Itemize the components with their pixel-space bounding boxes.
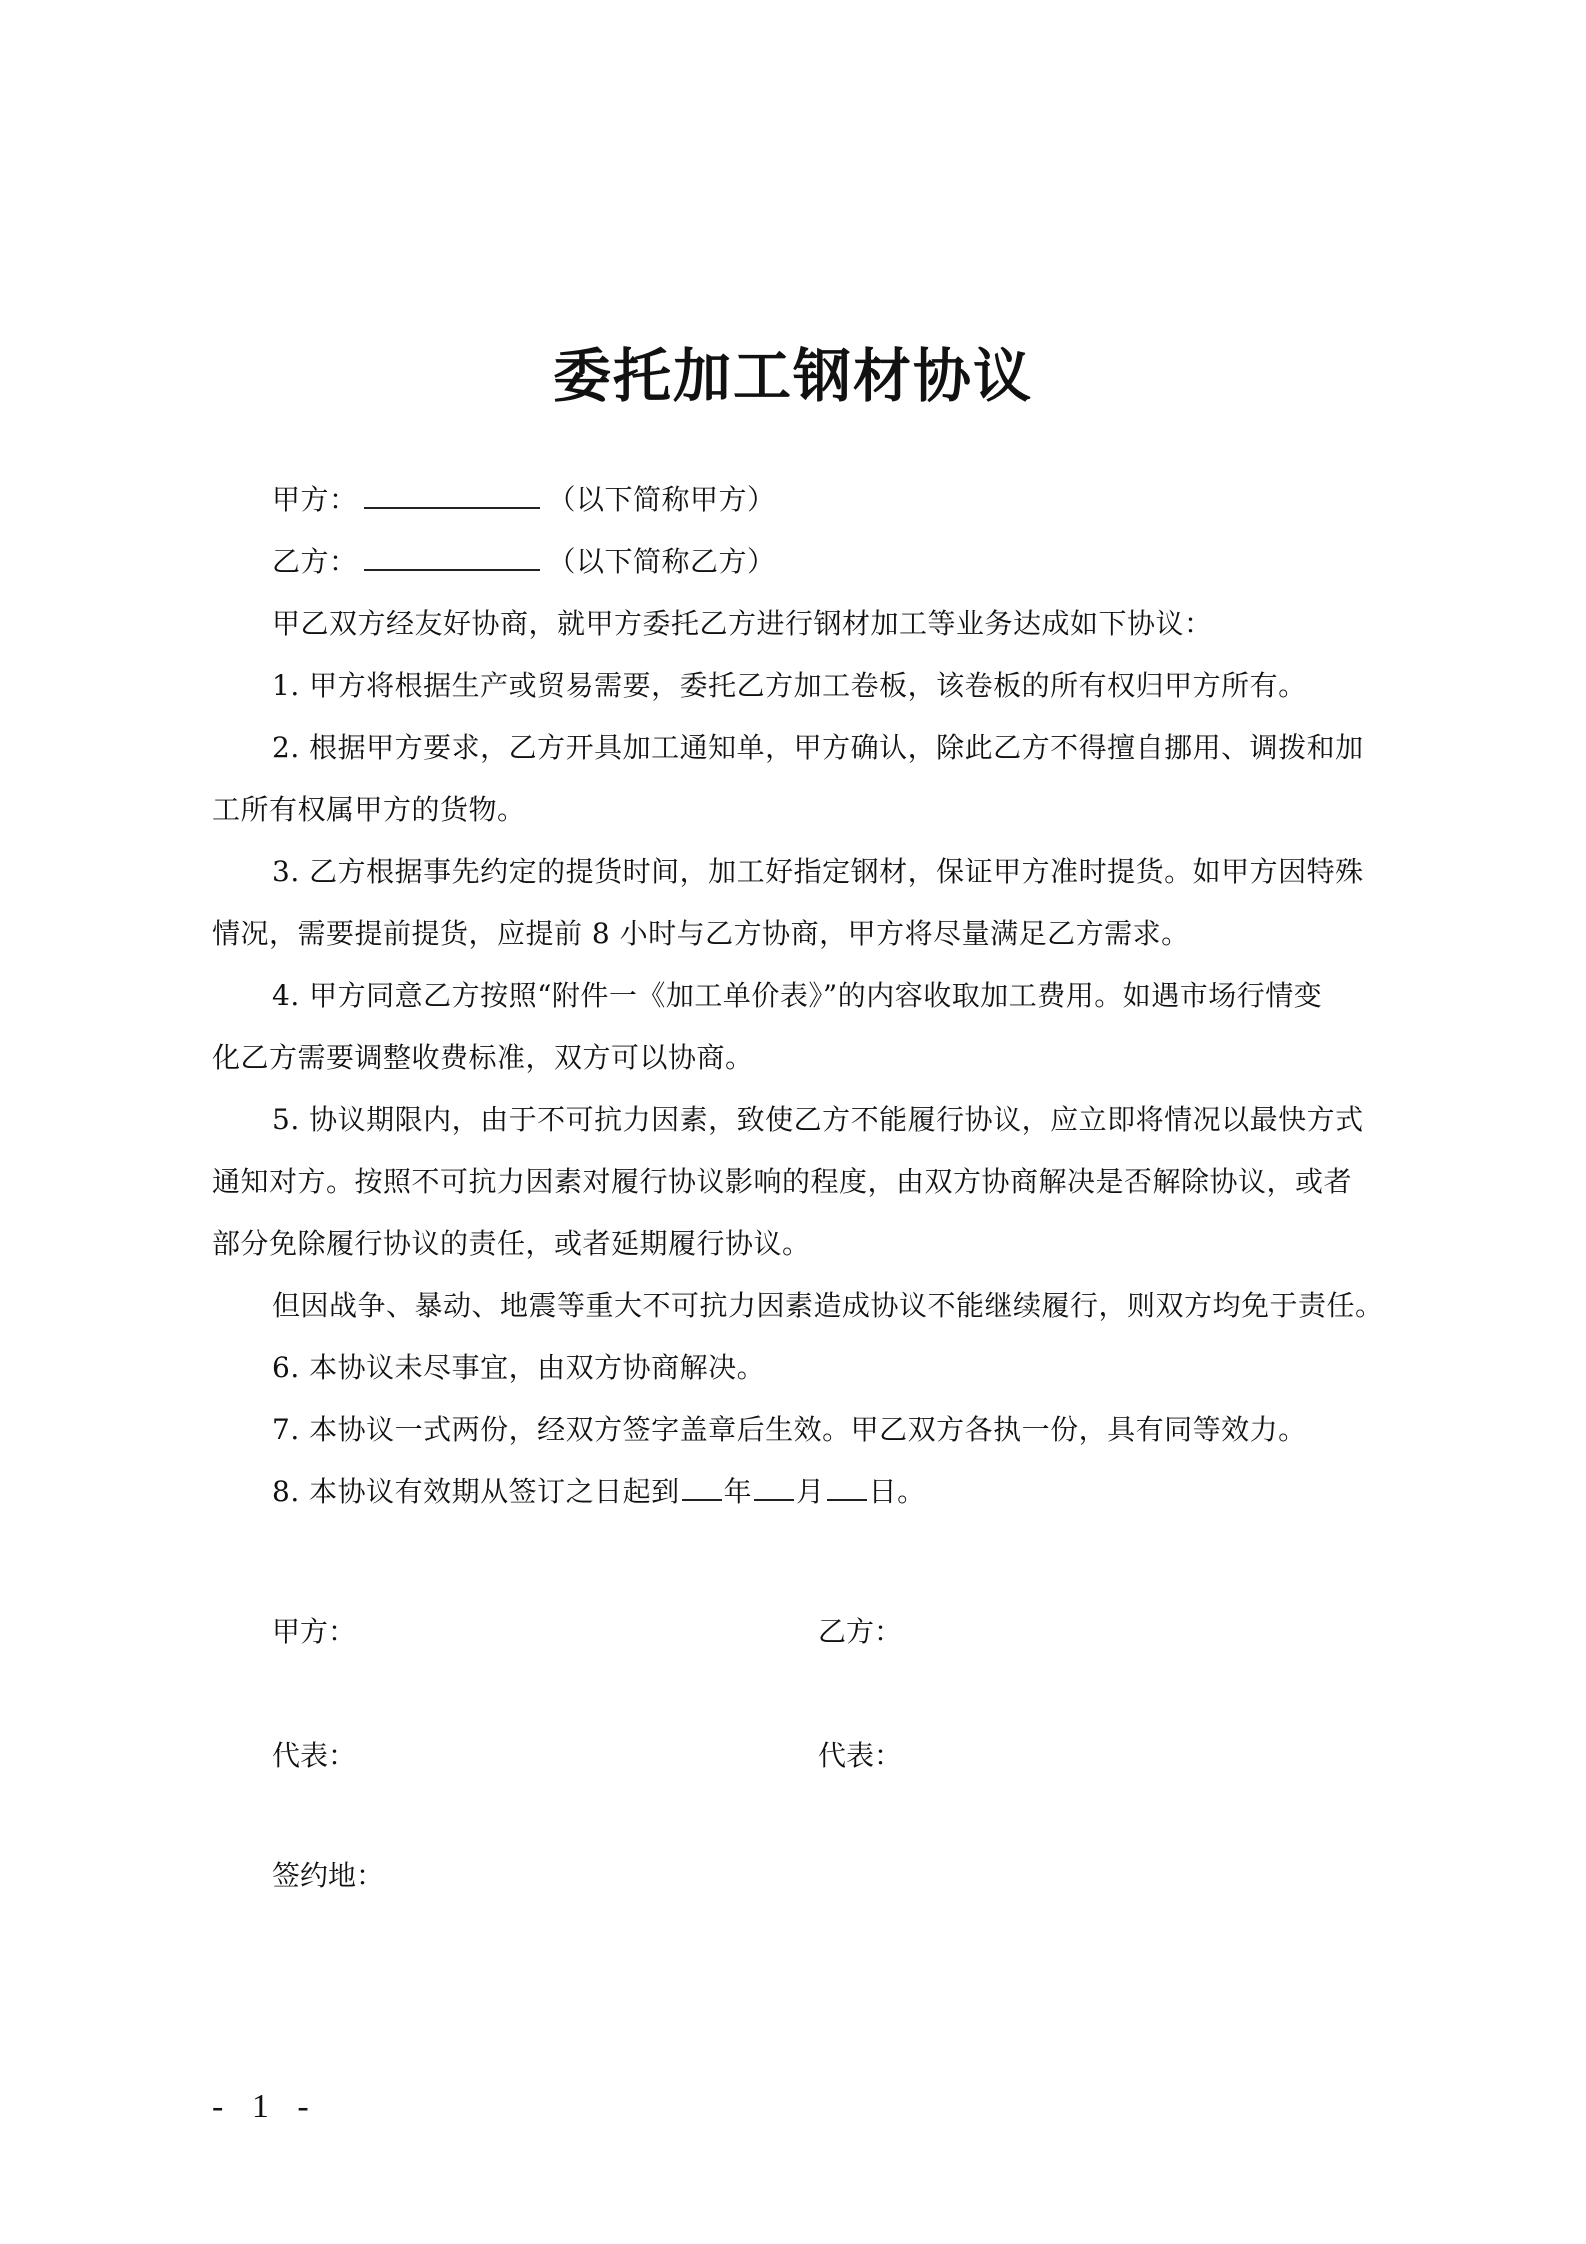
clause-4-line-2: 化乙方需要调整收费标准，双方可以协商。 <box>212 1041 754 1074</box>
day-label: 日。 <box>868 1475 926 1508</box>
clause-5-line-3: 部分免除履行协议的责任，或者延期履行协议。 <box>212 1227 811 1260</box>
party-a-blank[interactable] <box>364 481 540 509</box>
signature-party-b: 乙方： <box>818 1615 903 1648</box>
party-b-blank[interactable] <box>364 543 540 571</box>
signature-party-a: 甲方： <box>272 1615 357 1648</box>
party-a-line <box>272 480 1392 520</box>
day-blank[interactable] <box>827 1473 867 1501</box>
clause-1: 1. 甲方将根据生产或贸易需要，委托乙方加工卷板，该卷板的所有权归甲方所有。 <box>272 669 1307 702</box>
clause-2-line-1: 2. 根据甲方要求，乙方开具加工通知单，甲方确认，除此乙方不得擅自挪用、调拨和加 <box>272 731 1364 764</box>
signature-place: 签约地： <box>272 1859 385 1892</box>
document-title: 委托加工钢材协议 <box>552 342 1033 410</box>
party-b-suffix: （以下简称乙方） <box>547 545 776 578</box>
year-blank[interactable] <box>682 1473 722 1501</box>
party-a-suffix: （以下简称甲方） <box>547 483 776 516</box>
signature-rep-b: 代表： <box>818 1739 903 1772</box>
month-label: 月 <box>796 1475 825 1508</box>
clause-5-line-4: 但因战争、暴动、地震等重大不可抗力因素造成协议不能继续履行，则双方均免于责任。 <box>272 1289 1384 1322</box>
clause-3-line-1: 3. 乙方根据事先约定的提货时间，加工好指定钢材，保证甲方准时提货。如甲方因特殊 <box>272 855 1364 888</box>
clause-6: 6. 本协议未尽事宜，由双方协商解决。 <box>272 1351 766 1384</box>
clause-7: 7. 本协议一式两份，经双方签字盖章后生效。甲乙双方各执一份，具有同等效力。 <box>272 1413 1307 1446</box>
clause-5-line-2: 通知对方。按照不可抗力因素对履行协议影响的程度，由双方协商解决是否解除协议，或者 <box>212 1165 1353 1198</box>
clause-8 <box>272 1472 1392 1512</box>
month-blank[interactable] <box>754 1473 794 1501</box>
clause-8-prefix: 8. 本协议有效期从签订之日起到 <box>272 1475 680 1508</box>
clause-3-line-2: 情况，需要提前提货，应提前 8 小时与乙方协商，甲方将尽量满足乙方需求。 <box>212 917 1190 950</box>
clause-5-line-1: 5. 协议期限内，由于不可抗力因素，致使乙方不能履行协议，应立即将情况以最快方式 <box>272 1103 1364 1136</box>
signature-rep-a: 代表： <box>272 1739 357 1772</box>
intro-paragraph: 甲乙双方经友好协商，就甲方委托乙方进行钢材加工等业务达成如下协议： <box>272 607 1213 640</box>
page-number: - 1 - <box>212 2088 319 2125</box>
clause-4-line-1: 4. 甲方同意乙方按照“附件一《加工单价表》”的内容收取加工费用。如遇市场行情变 <box>272 979 1323 1012</box>
party-b-label: 乙方： <box>272 545 358 578</box>
party-a-label: 甲方： <box>272 483 358 516</box>
party-b-line <box>272 542 1392 582</box>
clause-2-line-2: 工所有权属甲方的货物。 <box>212 793 526 826</box>
year-label: 年 <box>723 1475 753 1508</box>
